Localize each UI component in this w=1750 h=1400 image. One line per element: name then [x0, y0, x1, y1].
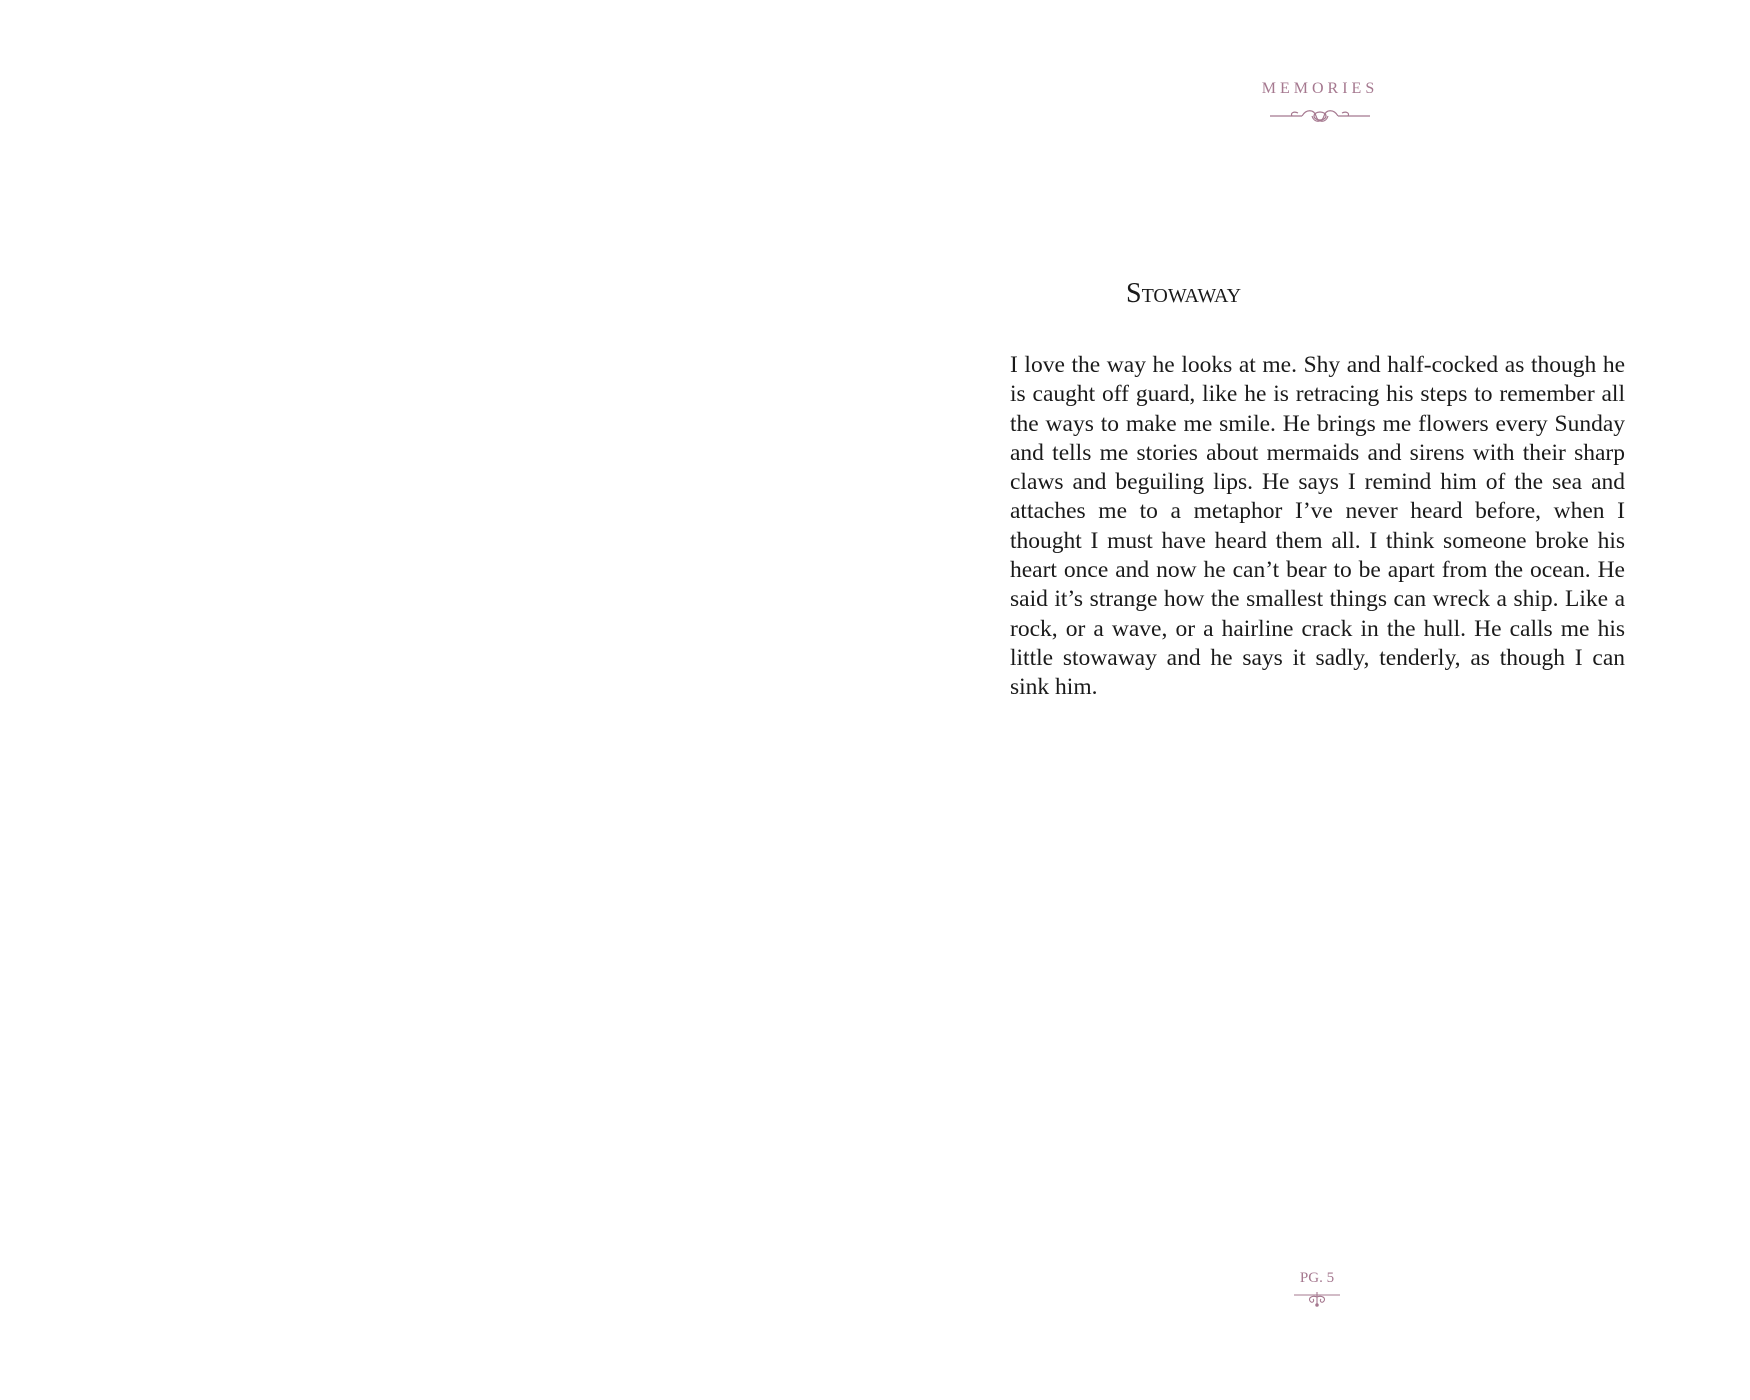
running-head: [1150, 80, 1490, 126]
fleuron-icon: [1292, 1289, 1342, 1307]
poem-body: I love the way he looks at me. Shy and half-cocked as though he is caught off guard, like he is retracing his steps to remember all the ways to make me smile. He brings me flowers every Sunday and tells me stories about mermaids and sirens with their sharp claws and beguiling lips. He says I remind him of the sea and attaches me to a metaphor I’ve never heard before, when I thought I must have heard them all. I think someone broke his heart once and now he can’t bear to be apart from the ocean. He said it’s strange how the smallest things can wreck a ship. Like a rock, or a wave, or a hairline crack in the hull. He calls me his little stowaway and he says it sadly, tenderly, as though I can sink him.: [1010, 352, 1625, 701]
flourish-divider-icon: [1268, 106, 1372, 126]
poem-title: Stowaway: [1126, 278, 1242, 309]
page-number: [1267, 1270, 1367, 1307]
running-head-label: MEMORIES: [1261, 80, 1379, 97]
page-number-label: PG. 5: [1299, 1270, 1335, 1286]
